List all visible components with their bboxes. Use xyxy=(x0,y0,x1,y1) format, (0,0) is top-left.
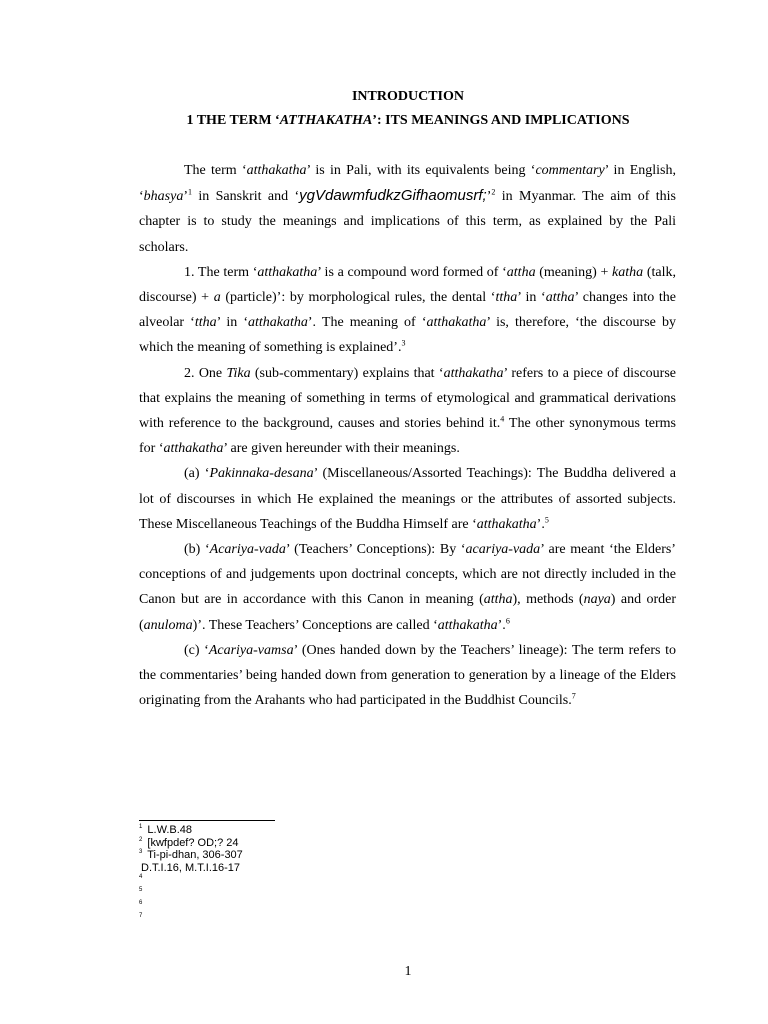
footnote-ref[interactable]: 1 xyxy=(188,187,193,197)
page-number xyxy=(0,964,768,980)
burmese-term: ygVdawmfudkzGifhaomusrf; xyxy=(299,187,487,205)
text-run: ’ in English, ‘ xyxy=(139,163,676,205)
italic-term: Tika xyxy=(226,365,251,381)
text-run: The other synonymous terms for ‘ xyxy=(139,416,677,457)
italic-term: katha xyxy=(612,264,644,280)
chapter-title xyxy=(0,88,768,106)
footnote-1 xyxy=(139,824,439,837)
italic-term: atthakatha xyxy=(246,163,307,178)
footnote-number: 7 xyxy=(139,913,143,920)
chapter-title-text: INTRODUCTION xyxy=(351,89,464,104)
italic-term: naya xyxy=(583,592,611,608)
footnote-text: L.W.B.48 xyxy=(144,824,193,836)
text-run: (particle)’: by morphological rules, the dental ‘ xyxy=(220,290,496,306)
italic-term: ttha xyxy=(194,315,217,331)
italic-term: Acariya-vamsa xyxy=(208,642,294,658)
italic-term: atthakatha xyxy=(476,516,537,532)
footnote-ref[interactable]: 6 xyxy=(505,616,510,625)
italic-term: attha xyxy=(545,290,575,306)
page-number-text: 1 xyxy=(404,964,412,979)
section-title xyxy=(0,112,768,130)
section-title-suffix: ’: ITS MEANINGS AND IMPLICATIONS xyxy=(372,113,630,128)
footnotes xyxy=(139,824,439,926)
text-run: )’. These Teachers’ Conceptions are called ‘ xyxy=(192,617,438,633)
italic-term: ttha xyxy=(495,290,518,306)
italic-term: Pakinnaka-desana xyxy=(209,466,314,482)
text-run: 2. One xyxy=(184,365,227,381)
text-run: (meaning) + xyxy=(535,264,613,280)
text-run: (c) ‘ xyxy=(184,642,209,658)
text-run: in Sanskrit and ‘ xyxy=(192,189,300,205)
footnote-number: 6 xyxy=(139,900,143,907)
footnote-7 xyxy=(139,913,439,926)
text-run: The term ‘ xyxy=(184,163,247,178)
italic-term: bhasya xyxy=(143,189,184,205)
text-run: ’. xyxy=(497,617,506,633)
text-run: ’. xyxy=(536,516,545,532)
text-run: ’ refers to a piece of discourse that explains the meaning of something in terms of etymological and grammatical derivations with reference to the background, causes and stories behind it. xyxy=(139,365,676,432)
paragraph-3 xyxy=(139,361,676,462)
footnote-number: 2 xyxy=(139,836,143,843)
italic-term: acariya-vada xyxy=(465,542,541,558)
text-run: ’ (Ones handed down by the Teachers’ lineage): The term refers to the commentaries’ being handed down from generation to generation by a lineage of the Elders originating from the Arahants who had participated in the Buddhist Councils. xyxy=(139,642,676,709)
text-run: in Myanmar. The aim of this chapter is to study the meanings and implications of this term, as explained by the Pali scholars. xyxy=(139,189,676,255)
text-run: ) and order ( xyxy=(139,592,676,633)
footnote-separator xyxy=(139,820,275,821)
text-run: ’ are given hereunder with their meanings. xyxy=(223,441,460,457)
text-run: ’ (Miscellaneous/Assorted Teachings): The Buddha delivered a lot of discourses in which He explained the meanings or the attributes of assorted subjects. These Miscellaneous Teachings of the Buddha Himself are ‘ xyxy=(139,466,677,532)
text-run: 1. The term ‘ xyxy=(184,264,258,280)
paragraph-4 xyxy=(139,461,676,537)
text-run: (a) ‘ xyxy=(184,466,210,482)
text-run: (talk, discourse) + xyxy=(139,264,676,306)
text-run: ’ changes into the alveolar ‘ xyxy=(139,290,676,331)
section-title-prefix: 1 THE TERM ‘ xyxy=(186,113,280,128)
text-run: ’ (Teachers’ Conceptions): By ‘ xyxy=(285,542,466,558)
italic-term: atthakatha xyxy=(443,365,504,381)
footnote-6 xyxy=(139,900,439,913)
italic-term: atthakatha xyxy=(248,315,308,331)
footnote-5 xyxy=(139,887,439,900)
footnote-2 xyxy=(139,837,439,850)
footnote-number: 4 xyxy=(139,874,143,881)
text-run: ’ is in Pali, with its equivalents being ‘ xyxy=(306,163,536,178)
footnote-text: [kwfpdef? OD;? 24 xyxy=(144,836,239,849)
footnote-ref[interactable]: 3 xyxy=(401,338,406,348)
text-run: ’ in ‘ xyxy=(216,315,248,331)
section-title-term: ATTHAKATHA xyxy=(279,113,373,128)
footnote-text: D.T.I.16, M.T.I.16-17 xyxy=(141,861,241,874)
text-run: ), methods ( xyxy=(512,592,584,608)
footnote-ref[interactable]: 2 xyxy=(491,187,496,197)
text-run: ’ is a compound word formed of ‘ xyxy=(317,264,507,280)
footnote-text: Ti-pi-dhan, 306-307 xyxy=(144,849,243,861)
italic-term: atthakatha xyxy=(163,441,224,457)
italic-term: Acariya-vada xyxy=(209,542,286,558)
text-run: (b) ‘ xyxy=(184,542,210,558)
footnote-3-continued xyxy=(139,862,439,875)
footnote-ref[interactable]: 7 xyxy=(571,691,576,701)
footnote-number: 3 xyxy=(139,849,143,856)
paragraph-6 xyxy=(139,638,676,714)
italic-term: a xyxy=(213,290,221,306)
italic-term: attha xyxy=(506,264,536,280)
italic-term: atthakatha xyxy=(426,315,487,331)
footnote-number: 1 xyxy=(139,824,143,831)
footnote-ref[interactable]: 4 xyxy=(500,414,505,424)
paragraph-2 xyxy=(139,260,676,361)
italic-term: commentary xyxy=(535,163,605,178)
footnote-3 xyxy=(139,849,439,862)
italic-term: atthakatha xyxy=(437,617,498,633)
footnote-ref[interactable]: 5 xyxy=(544,515,549,525)
footnote-4 xyxy=(139,874,439,887)
italic-term: atthakatha xyxy=(257,264,318,280)
paragraph-1 xyxy=(139,158,676,260)
body-text xyxy=(139,158,676,713)
text-run: ’ xyxy=(183,189,189,205)
text-run: ’ in ‘ xyxy=(517,290,546,306)
text-run: (sub-commentary) explains that ‘ xyxy=(250,365,444,381)
italic-term: attha xyxy=(483,592,513,608)
text-run: ’ are meant ‘the Elders’ conceptions of and judgements upon doctrinal concepts, which are not directly included in the Canon but are in accordance with this Canon in meaning ( xyxy=(139,542,676,608)
text-run: ’ is, therefore, ‘the discourse by which the meaning of something is explained’. xyxy=(139,315,676,356)
footnote-number: 5 xyxy=(139,887,143,894)
italic-term: anuloma xyxy=(143,617,193,633)
text-run: ’. The meaning of ‘ xyxy=(307,315,427,331)
paragraph-5 xyxy=(139,537,676,638)
text-run: ’ xyxy=(486,189,492,205)
